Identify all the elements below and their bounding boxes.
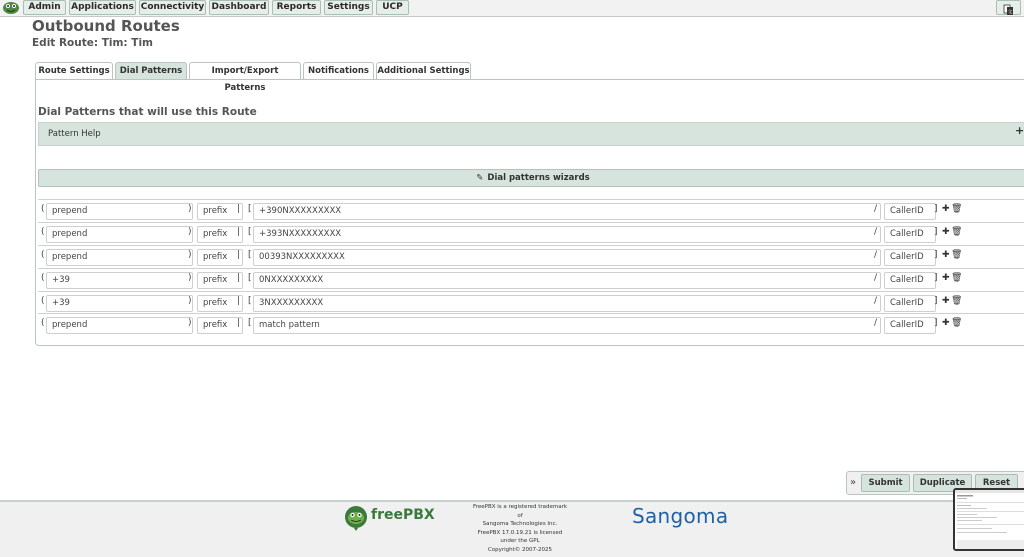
pattern-row [38, 268, 1024, 290]
callerid-input[interactable]: CallerID [884, 226, 936, 243]
page-subtitle: Edit Route: Tim: Tim [32, 37, 153, 49]
pattern-help-bar[interactable] [38, 122, 1024, 146]
trash-icon[interactable]: 🗑 [951, 318, 963, 328]
bracket: | [237, 318, 241, 328]
callerid-input[interactable]: CallerID [884, 249, 936, 266]
bracket: ] [934, 296, 938, 306]
bracket: [ [248, 318, 252, 328]
bracket: ( [41, 204, 45, 214]
nav-connectivity[interactable]: Connectivity [139, 0, 206, 15]
tab-dial-patterns[interactable]: Dial Patterns [115, 62, 187, 80]
tab-route-settings[interactable]: Route Settings [35, 62, 113, 80]
bracket: | [237, 204, 241, 214]
prepend-input[interactable]: prepend [46, 226, 193, 243]
top-navbar [0, 0, 1024, 17]
match-pattern-input[interactable]: match pattern [253, 317, 881, 334]
language-button[interactable] [996, 0, 1021, 15]
bracket: ) [188, 227, 192, 237]
match-pattern-input[interactable]: 3NXXXXXXXXX [253, 295, 881, 312]
bracket: | [237, 250, 241, 260]
pattern-row [38, 291, 1024, 313]
trash-icon[interactable]: 🗑 [951, 250, 963, 260]
prefix-input[interactable]: prefix [197, 203, 243, 220]
bracket: ( [41, 227, 45, 237]
page-preview-icon [955, 490, 1024, 549]
dial-patterns-wizard-button[interactable] [38, 169, 1024, 187]
collapse-chevron-icon[interactable]: » [850, 477, 857, 488]
match-pattern-input[interactable]: 0NXXXXXXXXX [253, 272, 881, 289]
magic-wand-icon: ✎ [476, 173, 484, 183]
bracket: | [237, 273, 241, 283]
trash-icon[interactable]: 🗑 [951, 296, 963, 306]
bracket: | [237, 296, 241, 306]
submit-button[interactable]: Submit [861, 474, 910, 492]
add-row-plus-icon[interactable]: ✚ [942, 318, 950, 328]
bracket: ] [934, 273, 938, 283]
screenshot-thumbnail[interactable] [953, 488, 1024, 551]
duplicate-button[interactable]: Duplicate [913, 474, 972, 492]
trash-icon[interactable]: 🗑 [951, 273, 963, 283]
bracket: ( [41, 318, 45, 328]
add-row-plus-icon[interactable]: ✚ [942, 273, 950, 283]
freepbx-wordmark: freePBX [371, 507, 435, 523]
svg-text:文: 文 [1007, 9, 1013, 16]
bracket: [ [248, 204, 252, 214]
prepend-input[interactable]: prepend [46, 317, 193, 334]
bracket: ( [41, 296, 45, 306]
nav-dashboard[interactable]: Dashboard [209, 0, 269, 15]
pattern-row [38, 245, 1024, 267]
tab-import-export-patterns[interactable]: Import/Export Patterns [189, 62, 301, 80]
bracket: ] [934, 318, 938, 328]
trash-icon[interactable]: 🗑 [951, 227, 963, 237]
expand-plus-icon[interactable]: + [1015, 124, 1024, 137]
bracket: ( [41, 273, 45, 283]
reset-button[interactable]: Reset [975, 474, 1018, 492]
nav-reports[interactable]: Reports [272, 0, 321, 15]
page-title: Outbound Routes [32, 17, 180, 35]
prepend-input[interactable]: +39 [46, 295, 193, 312]
bracket: / [874, 296, 878, 306]
prepend-input[interactable]: +39 [46, 272, 193, 289]
bracket: / [874, 250, 878, 260]
prefix-input[interactable]: prefix [197, 272, 243, 289]
nav-settings[interactable]: Settings [324, 0, 373, 15]
prepend-input[interactable]: prepend [46, 249, 193, 266]
legal-line: FreePBX is a registered trademark of [472, 504, 568, 519]
callerid-input[interactable]: CallerID [884, 295, 936, 312]
bracket: ] [934, 204, 938, 214]
prefix-input[interactable]: prefix [197, 226, 243, 243]
pattern-help-label: Pattern Help [48, 129, 101, 139]
match-pattern-input[interactable]: +393NXXXXXXXXX [253, 226, 881, 243]
sangoma-logo[interactable]: Sangoma [632, 504, 729, 528]
add-row-plus-icon[interactable]: ✚ [942, 204, 950, 214]
bracket: ) [188, 296, 192, 306]
prepend-input[interactable]: prepend [46, 203, 193, 220]
nav-ucp[interactable]: UCP [376, 0, 409, 15]
trash-icon[interactable]: 🗑 [951, 204, 963, 214]
legal-line: Sangoma Technologies Inc. [482, 521, 558, 527]
bracket: / [874, 227, 878, 237]
section-title: Dial Patterns that will use this Route [38, 106, 257, 118]
add-row-plus-icon[interactable]: ✚ [942, 250, 950, 260]
bracket: ( [41, 250, 45, 260]
pattern-row [38, 222, 1024, 244]
pattern-row [38, 199, 1024, 221]
add-row-plus-icon[interactable]: ✚ [942, 296, 950, 306]
bracket: [ [248, 273, 252, 283]
callerid-input[interactable]: CallerID [884, 272, 936, 289]
nav-applications[interactable]: Applications [69, 0, 136, 15]
legal-text [470, 503, 570, 554]
language-icon [997, 3, 1020, 16]
tab-additional-settings[interactable]: Additional Settings [376, 62, 471, 80]
prefix-input[interactable]: prefix [197, 317, 243, 334]
bracket: | [237, 227, 241, 237]
tab-notifications[interactable]: Notifications [303, 62, 374, 80]
bracket: / [874, 204, 878, 214]
bracket: ) [188, 250, 192, 260]
legal-line: Copyright© 2007-2025 [487, 546, 553, 553]
bracket: ) [188, 204, 192, 214]
match-pattern-input[interactable]: +390NXXXXXXXXX [253, 203, 881, 220]
bracket: [ [248, 227, 252, 237]
legal-line: FreePBX 17.0.19.21 is licensed under the GPL [477, 529, 563, 544]
bracket: / [874, 318, 878, 328]
bracket: [ [248, 296, 252, 306]
pattern-row [38, 313, 1024, 335]
wizard-label: Dial patterns wizards [487, 173, 590, 183]
match-pattern-input[interactable]: 00393NXXXXXXXXX [253, 249, 881, 266]
prefix-input[interactable]: prefix [197, 295, 243, 312]
bracket: ] [934, 227, 938, 237]
bracket: ) [188, 318, 192, 328]
callerid-input[interactable]: CallerID [884, 317, 936, 334]
bracket: [ [248, 250, 252, 260]
callerid-input[interactable]: CallerID [884, 203, 936, 220]
add-row-plus-icon[interactable]: ✚ [942, 227, 950, 237]
nav-admin[interactable]: Admin [23, 0, 66, 15]
bracket: / [874, 273, 878, 283]
freepbx-frog-logo-icon[interactable] [2, 0, 20, 15]
bracket: ] [934, 250, 938, 260]
prefix-input[interactable]: prefix [197, 249, 243, 266]
bracket: ) [188, 273, 192, 283]
